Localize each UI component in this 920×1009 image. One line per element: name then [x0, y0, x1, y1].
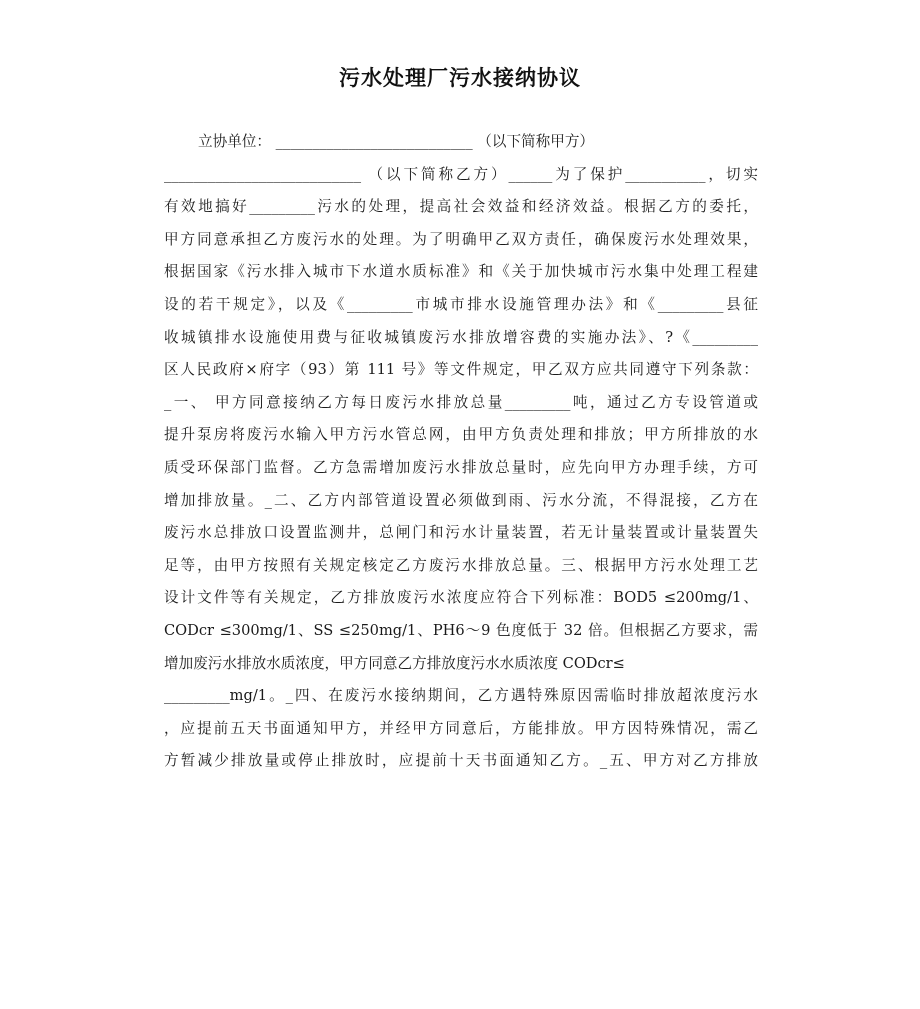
- body-line: 足等，由甲方按照有关规定核定乙方废污水排放总量。三、根据甲方污水处理工艺: [164, 556, 758, 574]
- body-line: 收城镇排水设施使用费与征收城镇废污水排放增容费的实施办法》、?《_________: [164, 328, 758, 346]
- document-body: [164, 126, 758, 778]
- body-line: 根据国家《污水排入城市下水道水质标准》和《关于加快城市污水集中处理工程建: [164, 263, 758, 281]
- body-line: 质受环保部门监督。乙方急需增加废污水排放总量时，应先向甲方办理手续，方可: [164, 458, 758, 476]
- body-line: ，应提前五天书面通知甲方，并经甲方同意后，方能排放。甲方因特殊情况，需乙: [164, 719, 758, 737]
- body-line: 有效地搞好_________污水的处理，提高社会效益和经济效益。根据乙方的委托，: [164, 198, 758, 216]
- body-line: CODcr ≤300mg/1、SS ≤250mg/1、PH6～9 色度低于 32 倍。但根据乙方要求，需: [164, 621, 758, 639]
- body-line: 立协单位： ___________________________ （以下简称甲方）: [198, 133, 595, 150]
- body-line: ___________________________ （以下简称乙方）______为了保护___________，切实: [164, 165, 758, 183]
- body-line: 增加废污水排放水质浓度，甲方同意乙方排放度污水水质浓度 CODcr≤: [164, 654, 625, 672]
- body-line: 方暂减少排放量或停止排放时，应提前十天书面通知乙方。_五、甲方对乙方排放: [164, 752, 758, 770]
- body-line: 甲方同意承担乙方废污水的处理。为了明确甲乙双方责任，确保废污水处理效果，: [164, 230, 758, 248]
- body-line: 设的若干规定》，以及《_________市城市排水设施管理办法》和《_________县征: [164, 295, 758, 313]
- body-line: 提升泵房将废污水输入甲方污水管总网，由甲方负责处理和排放；甲方所排放的水: [164, 426, 758, 444]
- body-line: 废污水总排放口设置监测井，总闸门和污水计量装置，若无计量装置或计量装置失: [164, 524, 758, 542]
- body-line: 区人民政府×府字（93）第 111 号》等文件规定，甲乙双方应共同遵守下列条款：: [164, 361, 758, 379]
- body-line: _________mg/1。_四、在废污水接纳期间，乙方遇特殊原因需临时排放超浓度污水: [164, 687, 758, 705]
- body-line: 增加排放量。_二、乙方内部管道设置必须做到雨、污水分流，不得混接，乙方在: [164, 491, 758, 509]
- body-line: 设计文件等有关规定，乙方排放废污水浓度应符合下列标准：BOD5 ≤200mg/1、: [164, 589, 758, 607]
- document-title: 污水处理厂污水接纳协议: [339, 66, 581, 90]
- body-line: _一、 甲方同意接纳乙方每日废污水排放总量_________吨，通过乙方专设管道或: [164, 393, 758, 411]
